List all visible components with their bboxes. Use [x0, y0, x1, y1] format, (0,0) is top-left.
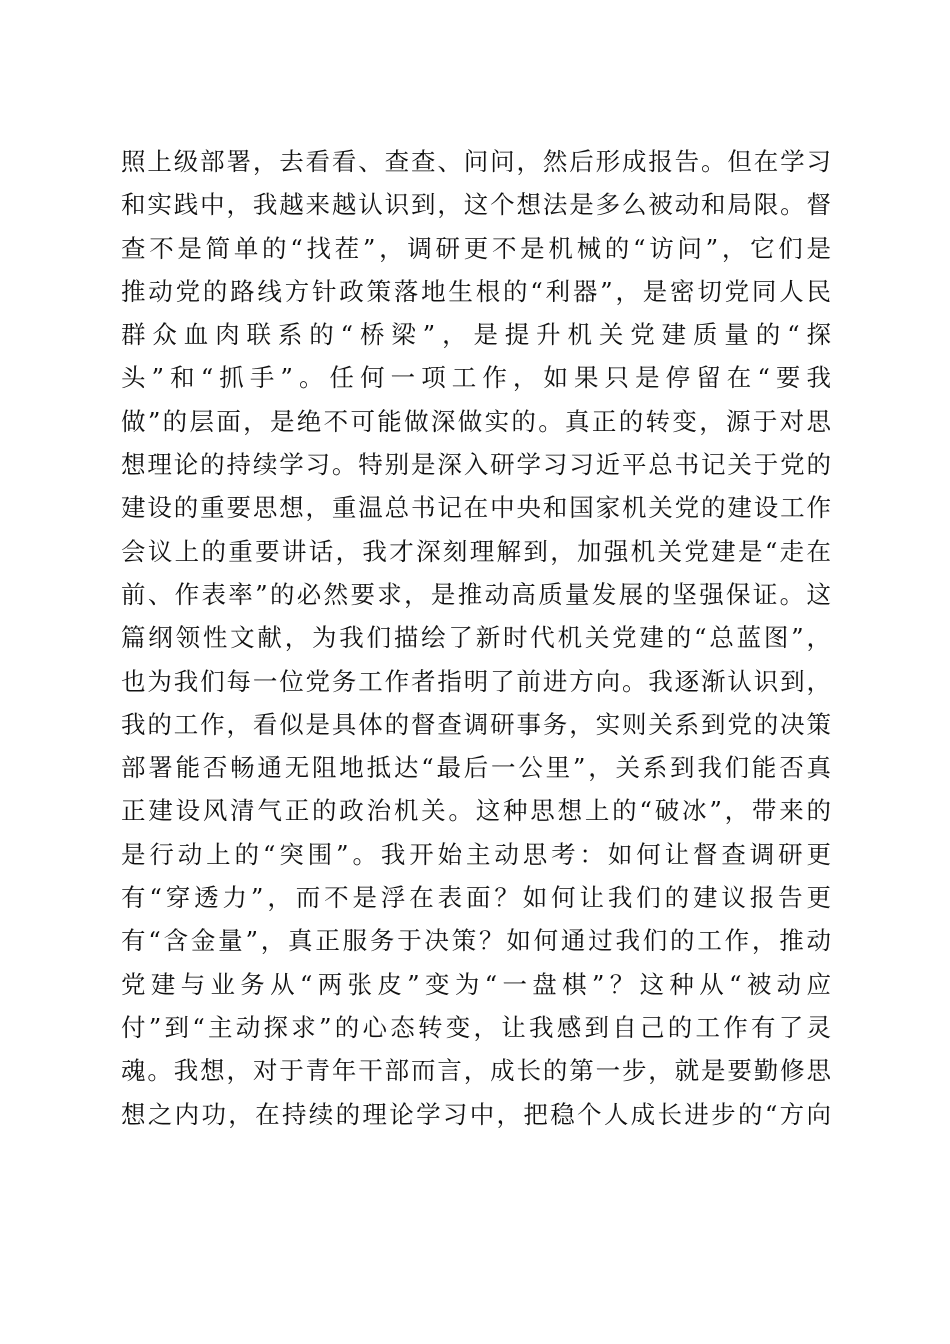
text-line: 有“穿透力”，而不是浮在表面？如何让我们的建议报告更 — [121, 883, 831, 913]
text-line: 也为我们每一位党务工作者指明了前进方向。我逐渐认识到， — [121, 666, 831, 696]
text-line: 和实践中，我越来越认识到，这个想法是多么被动和局限。督 — [121, 190, 831, 220]
text-line: 照上级部署，去看看、查查、问问，然后形成报告。但在学习 — [121, 147, 831, 176]
text-line: 想理论的持续学习。特别是深入研学习习近平总书记关于党的 — [121, 450, 831, 480]
text-line: 我的工作，看似是具体的督查调研事务，实则关系到党的决策 — [121, 709, 831, 739]
text-line: 魂。我想，对于青年干部而言，成长的第一步，就是要勤修思 — [121, 1056, 831, 1086]
text-line: 想之内功，在持续的理论学习中，把稳个人成长进步的“方向 — [121, 1099, 831, 1129]
body-text — [121, 140, 831, 1136]
text-line: 正建设风清气正的政治机关。这种思想上的“破冰”，带来的 — [121, 796, 831, 826]
text-line: 头”和“抓手”。任何一项工作，如果只是停留在“要我 — [121, 363, 831, 393]
text-line: 群众血肉联系的“桥梁”，是提升机关党建质量的“探 — [121, 320, 831, 350]
text-line: 推动党的路线方针政策落地生根的“利器”，是密切党同人民 — [121, 276, 831, 306]
text-line: 前、作表率”的必然要求，是推动高质量发展的坚强保证。这 — [121, 579, 831, 609]
text-line: 建设的重要思想，重温总书记在中央和国家机关党的建设工作 — [121, 493, 831, 523]
text-line: 党建与业务从“两张皮”变为“一盘棋”？这种从“被动应 — [121, 969, 831, 999]
text-line: 是行动上的“突围”。我开始主动思考：如何让督查调研更 — [121, 839, 831, 869]
text-line: 部署能否畅通无阻地抵达“最后一公里”，关系到我们能否真 — [121, 753, 831, 783]
text-line: 有“含金量”，真正服务于决策？如何通过我们的工作，推动 — [121, 926, 831, 956]
text-line: 会议上的重要讲话，我才深刻理解到，加强机关党建是“走在 — [121, 536, 831, 566]
text-line: 篇纲领性文献，为我们描绘了新时代机关党建的“总蓝图”， — [121, 623, 831, 653]
text-line: 付”到“主动探求”的心态转变，让我感到自己的工作有了灵 — [121, 1012, 831, 1042]
text-line: 查不是简单的“找茬”，调研更不是机械的“访问”，它们是 — [121, 233, 831, 263]
text-line: 做”的层面，是绝不可能做深做实的。真正的转变，源于对思 — [121, 406, 831, 436]
